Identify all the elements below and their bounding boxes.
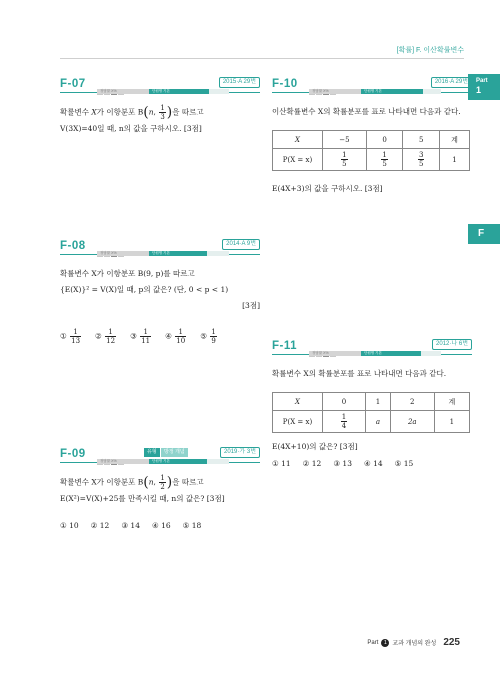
problem-id: F-11 [272, 340, 298, 352]
rate-label: 정답률 X% [97, 89, 149, 94]
choice-2[interactable]: ② 12 [302, 459, 322, 468]
page-footer [367, 637, 460, 648]
chapter-tab [468, 224, 500, 244]
problem-id: F-09 [60, 448, 86, 460]
problem-header [60, 240, 260, 262]
problem-text: 확률변수 X가 이항분포 B(n, $\frac{1}{3}$ )을 따르고 V(3X)=40일 때, n의 값을 구하시오. [3점] [60, 104, 204, 133]
problem-header [60, 448, 260, 470]
problem-id: F-10 [272, 78, 298, 90]
problem-f08 [60, 240, 260, 345]
difficulty-icon [309, 80, 337, 86]
choice-3[interactable]: ③ $\frac{1}{11}$ [130, 328, 151, 345]
problem-question: E(4X+3)의 값을 구하시오. [3점] [272, 184, 383, 193]
problem-intro: 확률변수 X의 확률분포를 표로 나타내면 다음과 같다. [272, 369, 447, 378]
problem-f09 [60, 448, 260, 530]
problem-header [272, 340, 472, 362]
choice-4[interactable]: ④ $\frac{1}{10}$ [165, 328, 186, 345]
problem-source: 2019·가 3번 [220, 447, 260, 458]
problem-f11 [272, 340, 472, 468]
choice-5[interactable]: ⑤ 15 [394, 459, 414, 468]
choice-1[interactable]: ① $\frac{1}{13}$ [60, 328, 81, 345]
table-row: P(X = x) $\frac{1}{4}$ a 2a 1 [273, 411, 470, 433]
answer-choices [272, 459, 472, 468]
problem-header [272, 78, 472, 100]
rate-label: 정답률 X% [97, 459, 149, 464]
concept-tag: 방정 개념 [161, 448, 188, 457]
probability-table [272, 130, 470, 171]
choice-2[interactable]: ② $\frac{1}{12}$ [95, 328, 116, 345]
choice-4[interactable]: ④ 16 [151, 521, 171, 530]
problem-id: F-07 [60, 78, 86, 90]
part-tab [468, 74, 500, 100]
problem-question: E(4X+10)의 값은? [3점] [272, 442, 358, 451]
problem-id: F-08 [60, 240, 86, 252]
problem-source: 2012·나 6번 [432, 339, 472, 350]
footer-title: 교과 개념의 완성 [392, 641, 437, 647]
rate-label: 정답률 X% [97, 251, 149, 256]
choice-5[interactable]: ⑤ 18 [182, 521, 202, 530]
table-row: X −5 0 5 계 [273, 131, 470, 149]
choice-3[interactable]: ③ 14 [121, 521, 140, 530]
probability-table [272, 392, 470, 433]
problem-f07 [60, 78, 260, 137]
table-row: X 0 1 2 계 [273, 393, 470, 411]
chapter-tab-letter: F [478, 228, 485, 239]
rate-label: 정답률 X% [309, 351, 361, 356]
difficulty-icon [97, 242, 125, 248]
progress-bar: 단원명 기본 [149, 459, 229, 464]
difficulty-icon [97, 450, 125, 456]
header-rule [60, 58, 464, 59]
rate-label: 정답률 X% [309, 89, 361, 94]
part-tab-number: 1 [476, 85, 482, 95]
problem-text: 확률변수 X가 이항분포 B(n, $\frac{1}{2}$ )을 따르고 E(X²)=V(X)+25를 만족시킬 때, n의 값은? [3점] [60, 474, 225, 503]
section-header: [확률] F. 이산확률변수 [396, 47, 464, 54]
table-row: P(X = x) $\frac{1}{5}$ $\frac{1}{5}$ $\frac{3}{5}$ 1 [273, 149, 470, 171]
progress-bar: 단원명 기본 [361, 351, 441, 356]
choice-2[interactable]: ② 12 [90, 521, 110, 530]
choice-5[interactable]: ⑤ $\frac{1}{9}$ [200, 328, 216, 345]
problem-header [60, 78, 260, 100]
progress-bar: 단원명 기본 [149, 251, 229, 256]
progress-bar: 단원명 기본 [361, 89, 441, 94]
difficulty-icon [97, 80, 125, 86]
footer-part: Part [367, 639, 379, 646]
answer-choices [60, 521, 260, 530]
problem-text: 확률변수 X가 이항분포 B(9, p)를 따르고 {E(X)}² = V(X)일 때, p의 값은? (단, 0 < p < 1) [3점] [60, 269, 260, 310]
difficulty-icon [309, 342, 337, 348]
footer-part-number: 1 [381, 639, 389, 647]
choice-1[interactable]: ① 11 [272, 459, 291, 468]
part-tab-label: Part [476, 78, 488, 84]
choice-1[interactable]: ① 10 [60, 521, 79, 530]
type-tag: 유형 [144, 448, 160, 457]
page-number: 225 [443, 637, 460, 648]
progress-bar: 단원명 기본 [149, 89, 229, 94]
problem-source: 2016·A 29번 [431, 77, 472, 88]
choice-3[interactable]: ③ 13 [333, 459, 352, 468]
problem-f10 [272, 78, 472, 197]
choice-4[interactable]: ④ 14 [363, 459, 383, 468]
problem-source: 2014·A 9번 [222, 239, 260, 250]
problem-intro: 이산확률변수 X의 확률분포를 표로 나타내면 다음과 같다. [272, 107, 461, 116]
problem-source: 2015·A 29번 [219, 77, 260, 88]
answer-choices [60, 328, 260, 345]
